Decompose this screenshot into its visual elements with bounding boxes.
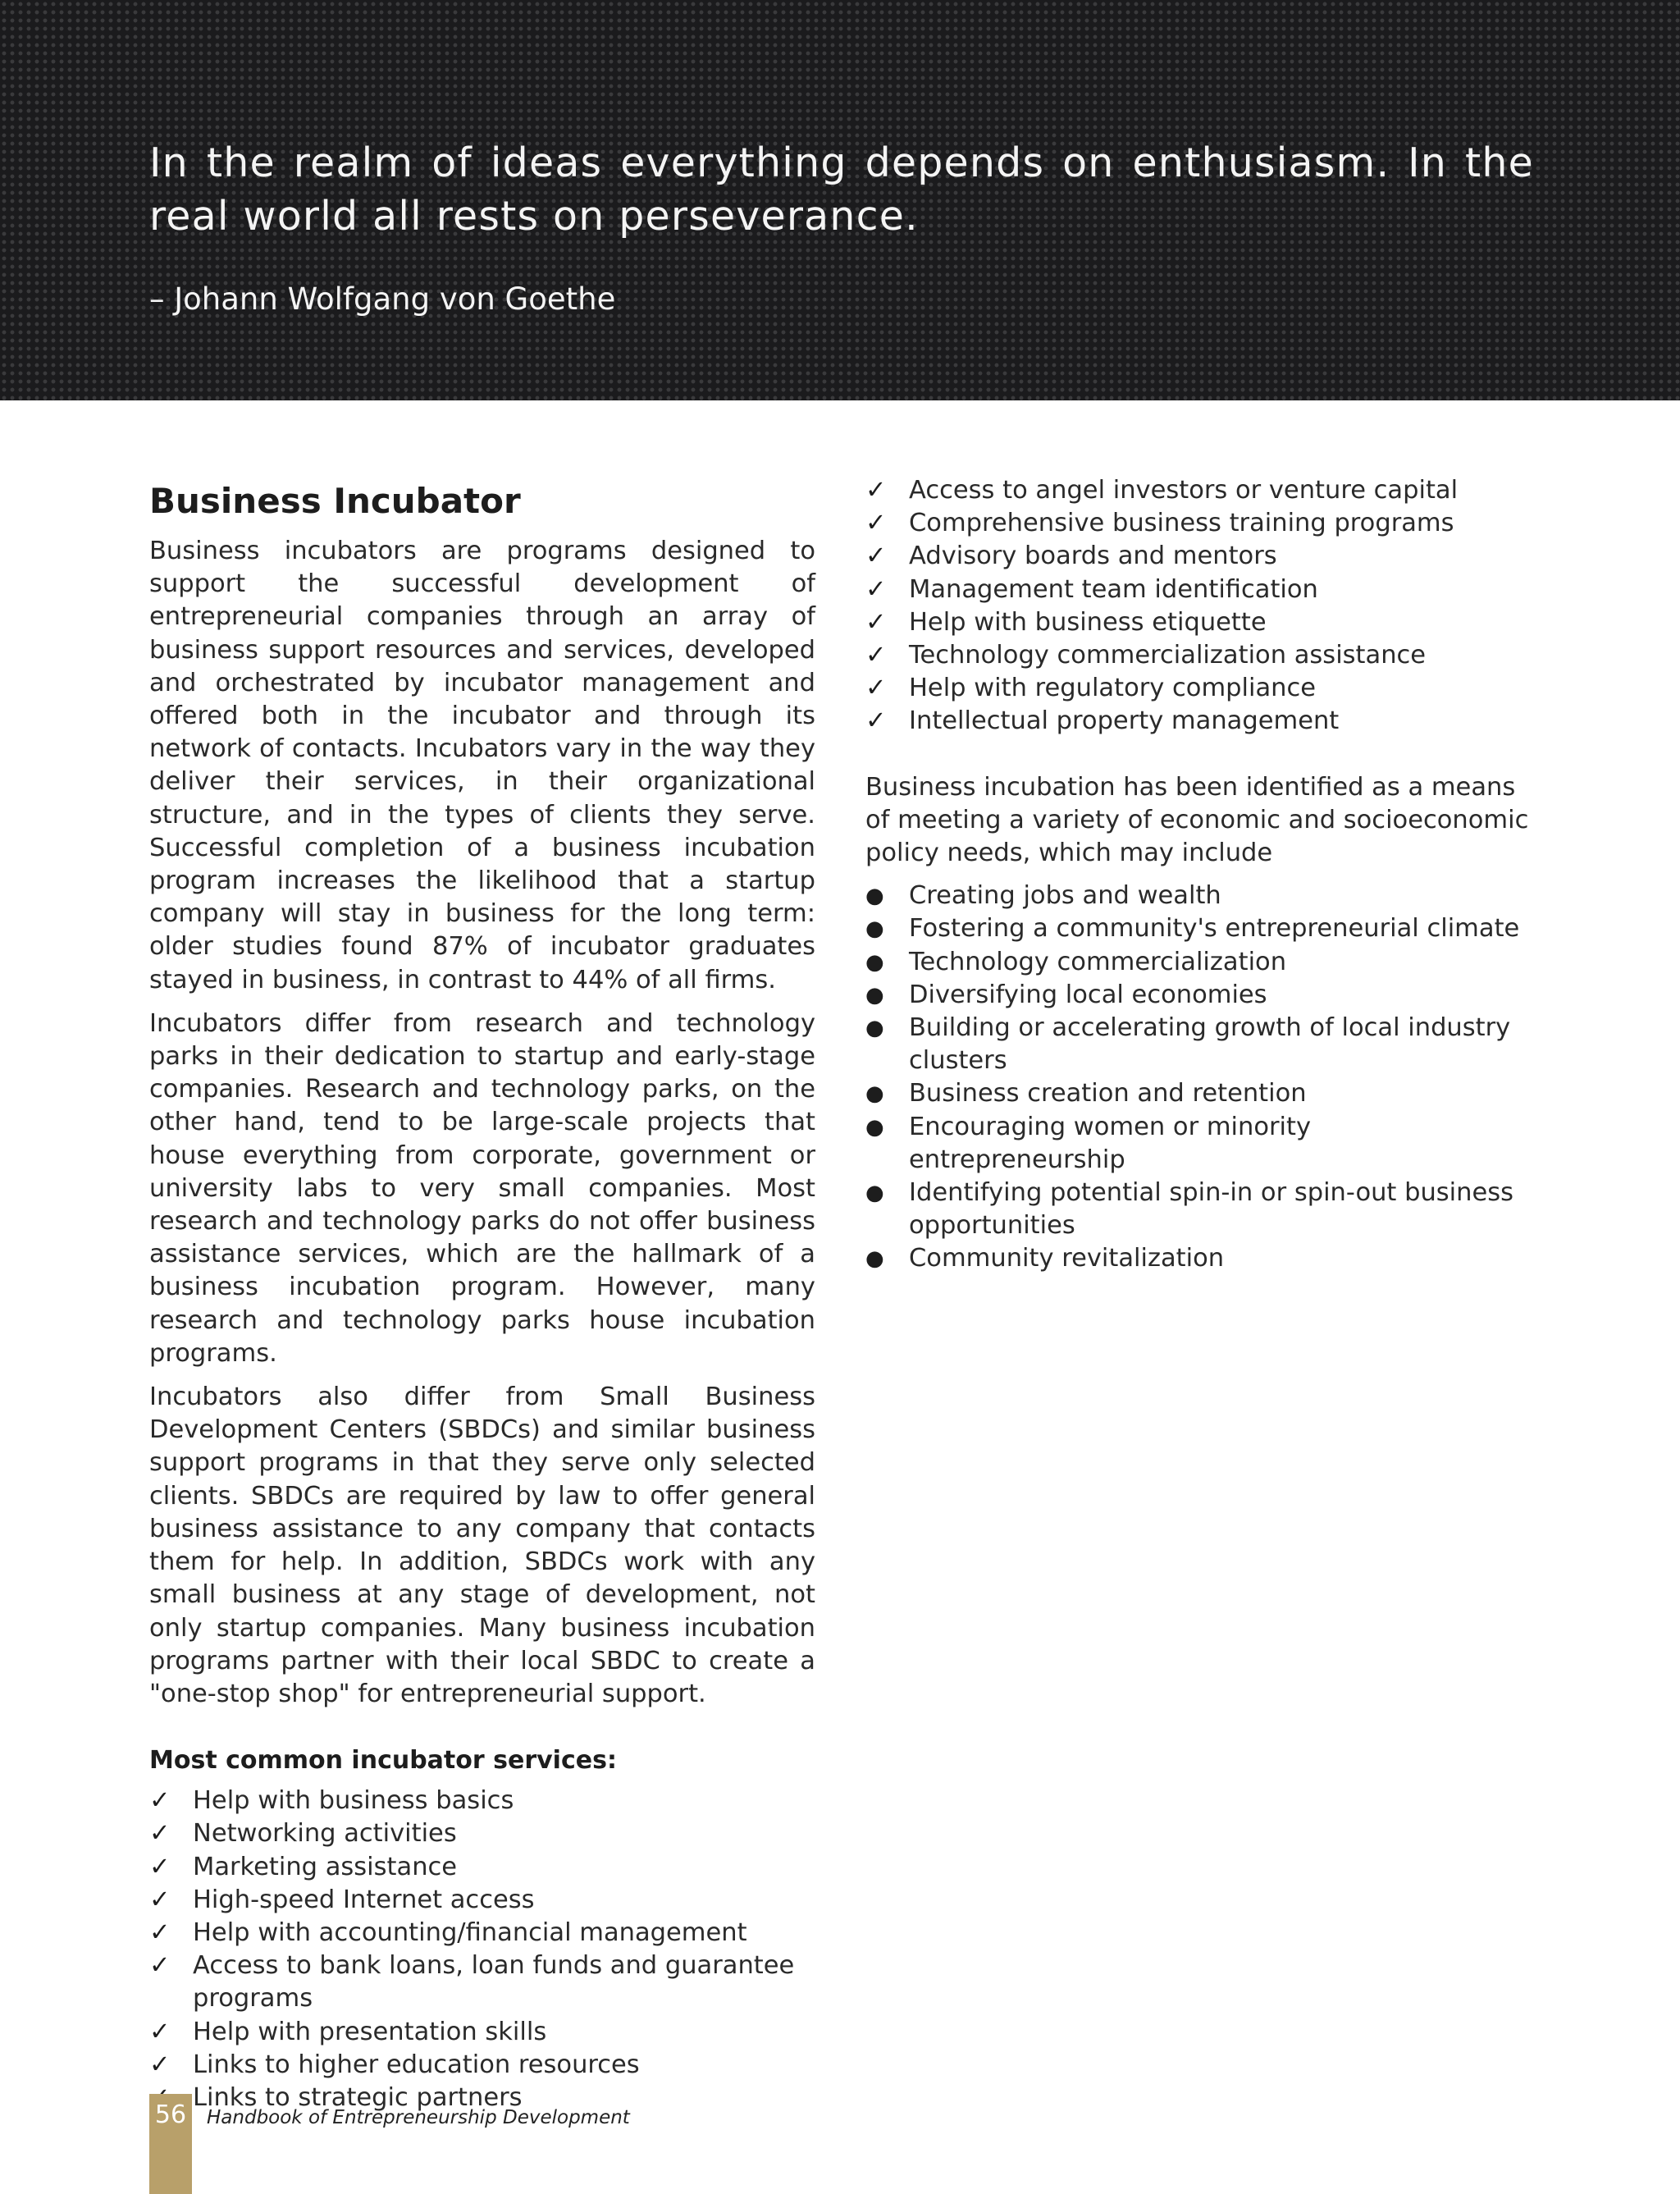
quote-text: In the realm of ideas everything depends on enthusiasm. In the real world all rests on perseverance. xyxy=(149,139,1534,240)
list-item-text: Access to angel investors or venture capital xyxy=(909,476,1459,505)
right-column xyxy=(865,474,1535,1276)
list-item xyxy=(865,1012,1535,1077)
services-heading: Most common incubator services: xyxy=(149,1746,617,1776)
list-item-text: Links to strategic partners xyxy=(193,2082,523,2112)
list-item xyxy=(149,1949,815,2015)
bullet-icon: ● xyxy=(865,1181,884,1206)
list-item xyxy=(865,1077,1535,1110)
list-item-text: Fostering a community's entrepreneurial climate xyxy=(909,914,1520,944)
policy-needs-list xyxy=(865,880,1535,1275)
list-item-text: Business creation and retention xyxy=(909,1079,1307,1108)
list-item xyxy=(865,540,1535,573)
check-icon: ✓ xyxy=(865,542,887,571)
list-item-text: Identifying potential spin-in or spin-out business opportunities xyxy=(909,1178,1514,1241)
list-item xyxy=(865,606,1535,639)
list-item-text: Help with business basics xyxy=(193,1786,514,1816)
check-icon: ✓ xyxy=(865,607,887,637)
list-item xyxy=(865,912,1535,945)
list-item-text: Access to bank loans, loan funds and guarantee programs xyxy=(193,1951,795,2013)
check-icon: ✓ xyxy=(865,641,887,670)
check-icon: ✓ xyxy=(865,706,887,736)
bullet-icon: ● xyxy=(865,1081,884,1107)
check-icon: ✓ xyxy=(149,2017,171,2046)
list-item-text: Marketing assistance xyxy=(193,1852,458,1881)
list-item xyxy=(865,880,1535,912)
check-icon: ✓ xyxy=(149,1819,171,1849)
check-icon: ✓ xyxy=(865,674,887,703)
list-item-text: Networking activities xyxy=(193,1819,457,1849)
list-item-text: Technology commercialization xyxy=(909,947,1287,976)
quote-attribution: – Johann Wolfgang von Goethe xyxy=(149,281,616,317)
list-item-text: Community revitalization xyxy=(909,1244,1225,1273)
left-column xyxy=(149,474,815,2114)
bullet-icon: ● xyxy=(865,949,884,975)
list-item-text: Creating jobs and wealth xyxy=(909,881,1221,911)
quote-banner xyxy=(0,0,1680,400)
list-item xyxy=(149,1851,815,1884)
bullet-icon: ● xyxy=(865,982,884,1008)
list-item-text: Diversifying local economies xyxy=(909,980,1267,1009)
list-item xyxy=(149,1917,815,1949)
check-icon: ✓ xyxy=(149,2050,171,2079)
list-item xyxy=(865,979,1535,1012)
list-item xyxy=(149,1884,815,1917)
bullet-icon: ● xyxy=(865,916,884,942)
page-number-tab xyxy=(149,2094,192,2194)
check-icon: ✓ xyxy=(865,574,887,604)
list-item-text: Comprehensive business training programs xyxy=(909,509,1454,538)
list-item xyxy=(865,672,1535,705)
check-icon: ✓ xyxy=(149,1917,171,1947)
section-title: Business Incubator xyxy=(149,481,521,521)
list-item-text: Technology commercialization assistance xyxy=(909,641,1427,670)
bullet-icon: ● xyxy=(865,1114,884,1140)
list-item xyxy=(865,946,1535,979)
list-item xyxy=(865,705,1535,738)
list-item xyxy=(149,2016,815,2049)
paragraph: Incubators differ from research and technology parks in their dedication to startup and early-stage companies. Research and technology parks, on the other hand, tend to be large-scale projects that house everything from corporate, government or university labs to very small companies. Most research and technology parks do not offer business assistance services, which are the hallmark of a business incubation program. However, many research and technology parks house incubation programs. xyxy=(149,1008,815,1368)
bullet-icon: ● xyxy=(865,1246,884,1272)
list-item-text: Intellectual property management xyxy=(909,706,1340,736)
check-icon: ✓ xyxy=(865,476,887,505)
list-item-text: High-speed Internet access xyxy=(193,1885,535,1914)
list-item xyxy=(149,2049,815,2082)
list-item xyxy=(149,1785,815,1817)
list-item xyxy=(865,1111,1535,1177)
check-icon: ✓ xyxy=(149,1786,171,1816)
list-item xyxy=(865,507,1535,540)
check-icon: ✓ xyxy=(149,1951,171,1981)
list-item xyxy=(865,1242,1535,1275)
list-item-text: Help with regulatory compliance xyxy=(909,674,1317,703)
list-item xyxy=(865,639,1535,672)
list-item xyxy=(865,574,1535,606)
services-list-left xyxy=(149,1785,815,2114)
check-icon: ✓ xyxy=(865,509,887,538)
list-item xyxy=(149,1817,815,1850)
paragraph: Incubators also differ from Small Business Development Centers (SBDCs) and similar business support programs in that they serve only selected clients. SBDCs are required by law to offer general business assistance to any company that contacts them for help. In addition, SBDCs work with any small business at any stage of development, not only startup companies. Many business incubation programs partner with their local SBDC to create a "one-stop shop" for entrepreneurial support. xyxy=(149,1383,815,1708)
list-item-text: Management team identification xyxy=(909,574,1318,604)
page-number: 56 xyxy=(154,2100,187,2129)
list-item-text: Building or accelerating growth of local industry clusters xyxy=(909,1013,1511,1076)
list-item-text: Help with business etiquette xyxy=(909,607,1267,637)
list-item-text: Help with accounting/financial management xyxy=(193,1917,747,1947)
services-list-right xyxy=(865,474,1535,738)
list-item-text: Advisory boards and mentors xyxy=(909,542,1277,571)
bullet-icon: ● xyxy=(865,884,884,909)
list-item-text: Links to higher education resources xyxy=(193,2050,640,2079)
paragraph: Business incubators are programs designed to support the successful development of entrepreneurial companies through an array of business support resources and services, developed and orchestrated by incubator management and offered both in the incubator and through its network of contacts. Incubators vary in the way they deliver their services, in their organizational structure, and in the types of clients they serve. Successful completion of a business incubation program increases the likelihood that a startup company will stay in business for the long term: older studies found 87% of incubator graduates stayed in business, in contrast to 44% of all firms. xyxy=(149,537,815,994)
bullet-icon: ● xyxy=(865,1016,884,1041)
check-icon: ✓ xyxy=(149,1885,171,1914)
policy-intro: Business incubation has been identified as a means of meeting a variety of economic and socioeconomic policy needs, which may include xyxy=(865,772,1529,868)
list-item xyxy=(865,1177,1535,1242)
list-item xyxy=(865,474,1535,507)
check-icon: ✓ xyxy=(149,1852,171,1881)
list-item-text: Encouraging women or minority entrepreneurship xyxy=(909,1112,1312,1174)
footer-book-title: Handbook of Entrepreneurship Development xyxy=(207,2107,630,2128)
list-item-text: Help with presentation skills xyxy=(193,2017,547,2046)
